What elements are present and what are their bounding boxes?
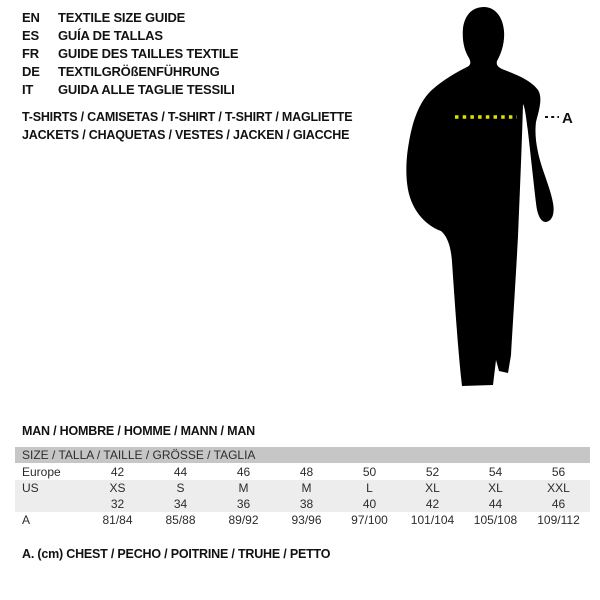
size-value: L	[366, 481, 373, 495]
language-row	[22, 45, 238, 63]
language-code: ES	[22, 28, 39, 43]
size-value: 52	[425, 465, 440, 479]
size-value: S	[176, 481, 185, 495]
language-code: EN	[22, 10, 40, 25]
size-value: 109/112	[537, 513, 580, 527]
language-row	[22, 27, 238, 45]
size-value: 44	[173, 465, 188, 479]
row-label: Europe	[22, 465, 61, 479]
size-table-header: SIZE / TALLA / TAILLE / GRÖSSE / TAGLIA	[15, 447, 590, 463]
language-row	[22, 9, 238, 27]
size-value: 101/104	[410, 513, 455, 527]
size-value: 46	[236, 465, 251, 479]
category-line-jackets: JACKETS / CHAQUETAS / VESTES / JACKEN / GIACCHE	[22, 128, 350, 142]
row-label: US	[22, 481, 39, 495]
size-value: 40	[362, 497, 377, 511]
language-label: GUIDA ALLE TAGLIE TESSILI	[58, 82, 235, 97]
language-label: GUIDE DES TAILLES TEXTILE	[58, 46, 239, 61]
size-value: 38	[299, 497, 314, 511]
size-value: 48	[299, 465, 314, 479]
category-lines	[22, 108, 352, 144]
language-code: IT	[22, 82, 34, 97]
language-row	[22, 63, 238, 81]
size-value: 34	[173, 497, 188, 511]
size-value: 97/100	[351, 513, 388, 527]
size-value: 85/88	[165, 513, 196, 527]
size-value: 54	[488, 465, 503, 479]
size-value: M	[301, 481, 312, 495]
size-value: 46	[551, 497, 566, 511]
row-label	[15, 496, 86, 512]
size-value: 81/84	[102, 513, 133, 527]
size-value: 36	[236, 497, 251, 511]
size-value: M	[238, 481, 249, 495]
row-label: A	[22, 513, 31, 527]
size-table	[15, 447, 590, 528]
size-value: 56	[551, 465, 566, 479]
size-value: XXL	[547, 481, 570, 495]
table-row	[15, 480, 590, 496]
language-list	[22, 9, 238, 99]
language-row	[22, 81, 238, 99]
language-label: GUÍA DE TALLAS	[58, 28, 163, 43]
table-row	[15, 512, 590, 528]
size-value: 32	[110, 497, 125, 511]
table-row	[15, 496, 590, 512]
measurement-footnote: A. (cm) CHEST / PECHO / POITRINE / TRUHE / PETTO	[22, 547, 331, 561]
measure-label: A	[562, 110, 573, 127]
size-table-body	[15, 464, 590, 528]
size-value: XS	[109, 481, 126, 495]
language-label: TEXTILGRÖßENFÜHRUNG	[58, 64, 220, 79]
size-value: XL	[488, 481, 503, 495]
size-value: 42	[110, 465, 125, 479]
size-value: 44	[488, 497, 503, 511]
section-title: MAN / HOMBRE / HOMME / MANN / MAN	[22, 424, 255, 438]
silhouette-shape	[406, 7, 553, 386]
size-value: 89/92	[228, 513, 259, 527]
language-code: DE	[22, 64, 40, 79]
size-value: XL	[425, 481, 440, 495]
size-value: 93/96	[291, 513, 322, 527]
category-line-tshirts: T-SHIRTS / CAMISETAS / T-SHIRT / T-SHIRT / MAGLIETTE	[22, 110, 353, 124]
size-value: 42	[425, 497, 440, 511]
man-silhouette	[395, 0, 580, 400]
size-value: 105/108	[473, 513, 518, 527]
size-value: 50	[362, 465, 377, 479]
language-code: FR	[22, 46, 39, 61]
language-label: TEXTILE SIZE GUIDE	[58, 10, 186, 25]
table-row	[15, 464, 590, 480]
